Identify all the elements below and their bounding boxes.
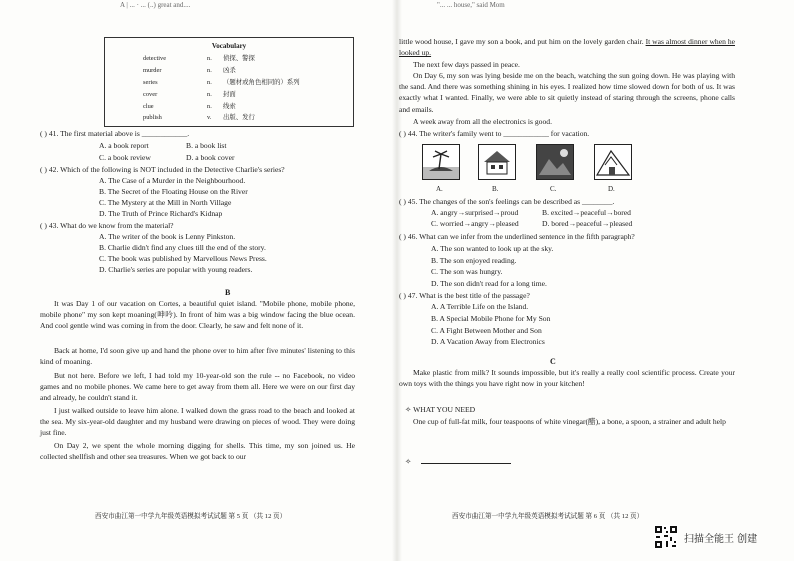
option-b: B. The Secret of the Floating House on the River [99, 187, 248, 196]
passage-paragraph [399, 36, 735, 58]
qr-code-icon [654, 525, 678, 549]
passage-paragraph: On Day 2, we spent the whole morning digging for shells. This time, my son joined us. He collected shellfish and other sea treasures. When we got back to our [40, 441, 355, 462]
passage-paragraph: I just walked outside to leave him alone. I walked down the grass road to the beach and looked at the sea. My six-year-old daughter and my husband were drawing on pieces of wood. They were doing just fine. [40, 406, 355, 438]
option-a: A. The son wanted to look up at the sky. [431, 244, 554, 253]
passage-paragraph: It was Day 1 of our vacation on Cortes, a beautiful quiet island. "Mobile phone, mobile phone, mobile phone" my son kept moaning(呻吟). In front of him was a big window facing the blue ocean. And cool gentle wind was coming in from the door. Clearly, he saw and felt none of it. [40, 299, 355, 331]
q44-pictures [422, 144, 662, 193]
question-44: ( ) 44. The writer's family went to ____________ for vacation. [399, 129, 590, 138]
question-45: ( ) 45. The changes of the son's feelings can be described as ________. [399, 197, 615, 206]
option-a: A. The writer of the book is Lenny Pinkston. [99, 232, 236, 241]
blank-bullet: ✧ [405, 455, 511, 467]
option-a: A. angry→surprised→proud [431, 208, 519, 217]
question-43: ( ) 43. What do we know from the material? [40, 221, 174, 230]
answer-blank[interactable] [421, 455, 511, 464]
passage-paragraph: Make plastic from milk? It sounds impossible, but it's really a really cool scientific process. Create your own toys with the things you have right now in your kitchen! [399, 368, 735, 389]
pic-label-d: D. [608, 185, 615, 193]
option-a: A. The Case of a Murder in the Neighbourhood. [99, 176, 246, 185]
option-a: A. A Terrible Life on the Island. [431, 302, 529, 311]
house-picture-icon [478, 144, 516, 180]
mountain-picture-icon [594, 144, 632, 180]
scanner-brand-watermark: 扫描全能王 创建 [684, 534, 758, 545]
question-41: ( ) 41. The first material above is ____________. [40, 129, 190, 138]
pic-label-a: A. [436, 185, 443, 193]
vocabulary-title: Vocabulary [211, 42, 247, 50]
option-c: C. A Fight Between Mother and Son [431, 326, 542, 335]
passage-paragraph: Back at home, I'd soon give up and hand the phone over to him after five minutes' listening to this kind of moaning. [40, 346, 355, 367]
section-heading-c: C [550, 357, 556, 366]
option-d: D. The son didn't read for a long time. [431, 279, 547, 288]
option-b: B. Charlie didn't find any clues till the end of the story. [99, 243, 266, 252]
option-a: A. a book report [99, 141, 149, 150]
option-d: D. The Truth of Prince Richard's Kidnap [99, 209, 223, 218]
option-c: C. The book was published by Marvellous News Press. [99, 254, 267, 263]
option-c: C. The Mystery at the Mill in North Village [99, 198, 232, 207]
passage-paragraph: A week away from all the electronics is good. [413, 117, 552, 126]
passage-paragraph: But not here. Before we left, I had told my 10-year-old son the rule -- no Facebook, no video games and no mobile phones. We came here to get away from them all. Here we were on our first day and already, he couldn't stand it. [40, 371, 355, 403]
passage-paragraph: The next few days passed in peace. [413, 60, 520, 69]
option-d: D. bored→peaceful→pleased [542, 219, 633, 228]
island-picture-icon [422, 144, 460, 180]
page-footer: 西安市曲江第一中学九年级英语模拟考试试题 第 6 页 （共 12 页） [452, 513, 644, 520]
option-d: D. a book cover [186, 153, 235, 162]
option-b: B. A Special Mobile Phone for My Son [431, 314, 551, 323]
vocabulary-box: Vocabulary detective n. 侦探、警探 murder n. 凶杀 series n. （题材或角色相同的）系列 cover n. 封面 clue n. 线索 publish v. 出版、发行 [104, 37, 354, 127]
option-b: B. a book list [186, 141, 227, 150]
top-cut-text: A | ... · ... (..) great and.... [120, 1, 191, 9]
page-footer: 西安市曲江第一中学九年级英语模拟考试试题 第 5 页 （共 12 页） [95, 513, 287, 520]
section-heading-b: B [225, 288, 231, 297]
question-47: ( ) 47. What is the best title of the passage? [399, 291, 530, 300]
underlined-sentence: It was almost dinner when he looked up. [399, 37, 735, 58]
top-cut-text: "... ... house," said Mom [437, 1, 505, 9]
question-42: ( ) 42. Which of the following is NOT included in the Detective Charlie's series? [40, 165, 285, 174]
what-you-need-heading: ✧ WHAT YOU NEED [405, 405, 476, 414]
passage-text: little wood house, I gave my son a book, and put him on the lovely garden chair. It was almost dinner when he looked up. [399, 37, 735, 58]
night-picture-icon [536, 144, 574, 180]
pic-label-c: C. [550, 185, 557, 193]
pic-label-b: B. [492, 185, 499, 193]
question-46: ( ) 46. What can we infer from the underlined sentence in the fifth paragraph? [399, 232, 635, 241]
option-c: C. The son was hungry. [431, 267, 503, 276]
option-d: D. Charlie's series are popular with young readers. [99, 265, 253, 274]
option-c: C. worried→angry→pleased [431, 219, 519, 228]
option-b: B. The son enjoyed reading. [431, 256, 517, 265]
option-d: D. A Vacation Away from Electronics [431, 337, 545, 346]
right-page [397, 0, 794, 561]
option-b: B. excited→peaceful→bored [542, 208, 631, 217]
passage-paragraph: One cup of full-fat milk, four teaspoons of white vinegar(醋), a bone, a spoon, a strainer and adult help [413, 417, 726, 426]
passage-paragraph: On Day 6, my son was lying beside me on the beach, watching the sun going down. He was playing with the sand. And there was something shining in his eyes. I realized how time slowed down for both of us. It was exactly what I wanted. Finally, we were able to sit quietly instead of staring through the screens, phone calls and emails. [399, 71, 735, 114]
option-c: C. a book review [99, 153, 151, 162]
